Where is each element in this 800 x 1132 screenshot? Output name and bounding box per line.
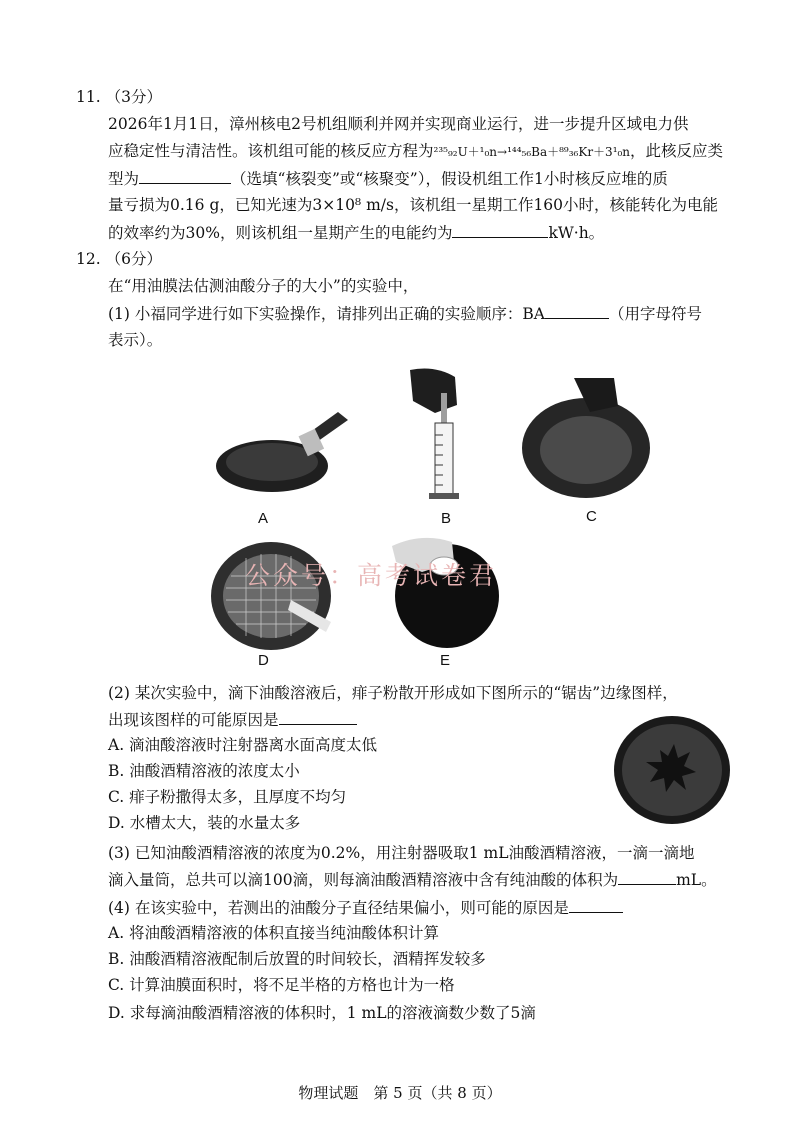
q12-header: [76, 248, 162, 270]
q12-part3-line1: (3) 已知油酸酒精溶液的浓度为0.2%，用注射器吸取1 mL油酸酒精溶液，一滴一滴地: [108, 844, 695, 862]
photo-a: [210, 398, 350, 503]
q12-part4-option-b: B. 油酸酒精溶液配制后放置的时间较长，酒精挥发较多: [108, 950, 486, 968]
q12-part4-option-d: D. 求每滴油酸酒精溶液的体积时，1 mL的溶液滴数少数了5滴: [108, 1004, 536, 1022]
q12-part2-option-a: A. 滴油酸溶液时注射器离水面高度太低: [108, 736, 378, 754]
q12-part4-option-c: C. 计算油膜面积时，将不足半格的方格也计为一格: [108, 976, 455, 994]
nuclear-equation: ²³⁵₉₂U＋¹₀n→¹⁴⁴₅₆Ba＋⁸⁹₃₆Kr＋3¹₀n: [433, 145, 631, 159]
label-d: D: [258, 652, 269, 669]
q12-part1-end: 表示）。: [108, 331, 163, 349]
photo-c: [514, 378, 654, 503]
q11-header: [76, 86, 162, 108]
q11-line2: 应稳定性与清洁性。该机组可能的核反应方程为²³⁵₉₂U＋¹₀n→¹⁴⁴₅₆Ba＋⁸⁹₃₆Kr＋3¹₀n，此核反应类: [108, 142, 724, 160]
q12-part3-line2: 滴入量筒，总共可以滴100滴，则每滴油酸酒精溶液中含有纯油酸的体积为 mL。: [108, 868, 717, 891]
label-e: E: [440, 652, 451, 669]
sawtooth-dish: [612, 714, 732, 826]
label-c: C: [586, 508, 597, 525]
label-b: B: [441, 510, 452, 527]
q12-part4-option-a: A. 将油酸酒精溶液的体积直接当纯油酸体积计算: [108, 924, 440, 942]
blank-reaction-type[interactable]: [139, 167, 231, 184]
q12-part2-line1: (2) 某次实验中，滴下油酸溶液后，痱子粉散开形成如下图所示的“锯齿”边缘图样，: [108, 684, 678, 702]
q12-part1: (1) 小福同学进行如下实验操作，请排列出正确的实验顺序：BA （用字母符号: [108, 302, 702, 325]
q11-line3: 型为 （选填“核裂变”或“核聚变”），假设机组工作1小时核反应堆的质: [108, 167, 668, 190]
blank-cause[interactable]: [279, 708, 357, 725]
page-footer: 物理试题 第 5 页（共 8 页）: [298, 1084, 502, 1102]
blank-reason[interactable]: [569, 896, 623, 913]
q12-score: （6分）: [105, 250, 162, 268]
q12-intro: 在“用油膜法估测油酸分子的大小”的实验中，: [108, 277, 419, 295]
q12-number: 12.: [76, 250, 101, 268]
photo-b: [405, 365, 485, 505]
label-a: A: [258, 510, 269, 527]
q11-score: （3分）: [105, 88, 162, 106]
q11-line4: 量亏损为0.16 g，已知光速为3×10⁸ m/s，该机组一星期工作160小时，核能转化为电能: [108, 196, 719, 214]
q12-part4: (4) 在该实验中，若测出的油酸分子直径结果偏小，则可能的原因是: [108, 896, 623, 919]
q12-part2-option-d: D. 水槽太大，装的水量太多: [108, 814, 301, 832]
q11-line5: 的效率约为30%，则该机组一星期产生的电能约为 kW·h。: [108, 221, 604, 244]
blank-order[interactable]: [545, 302, 609, 319]
q12-part2-option-c: C. 痱子粉撒得太多，且厚度不均匀: [108, 788, 347, 806]
q11-line1: 2026年1月1日，漳州核电2号机组顺利并网并实现商业运行，进一步提升区域电力供: [108, 115, 689, 133]
blank-volume[interactable]: [618, 868, 676, 885]
q12-part2-option-b: B. 油酸酒精溶液的浓度太小: [108, 762, 300, 780]
watermark: 公众号：高考试卷君: [245, 561, 498, 590]
blank-energy[interactable]: [452, 221, 548, 238]
q12-part2-line2: 出现该图样的可能原因是: [108, 708, 357, 731]
q11-number: 11.: [76, 88, 101, 106]
